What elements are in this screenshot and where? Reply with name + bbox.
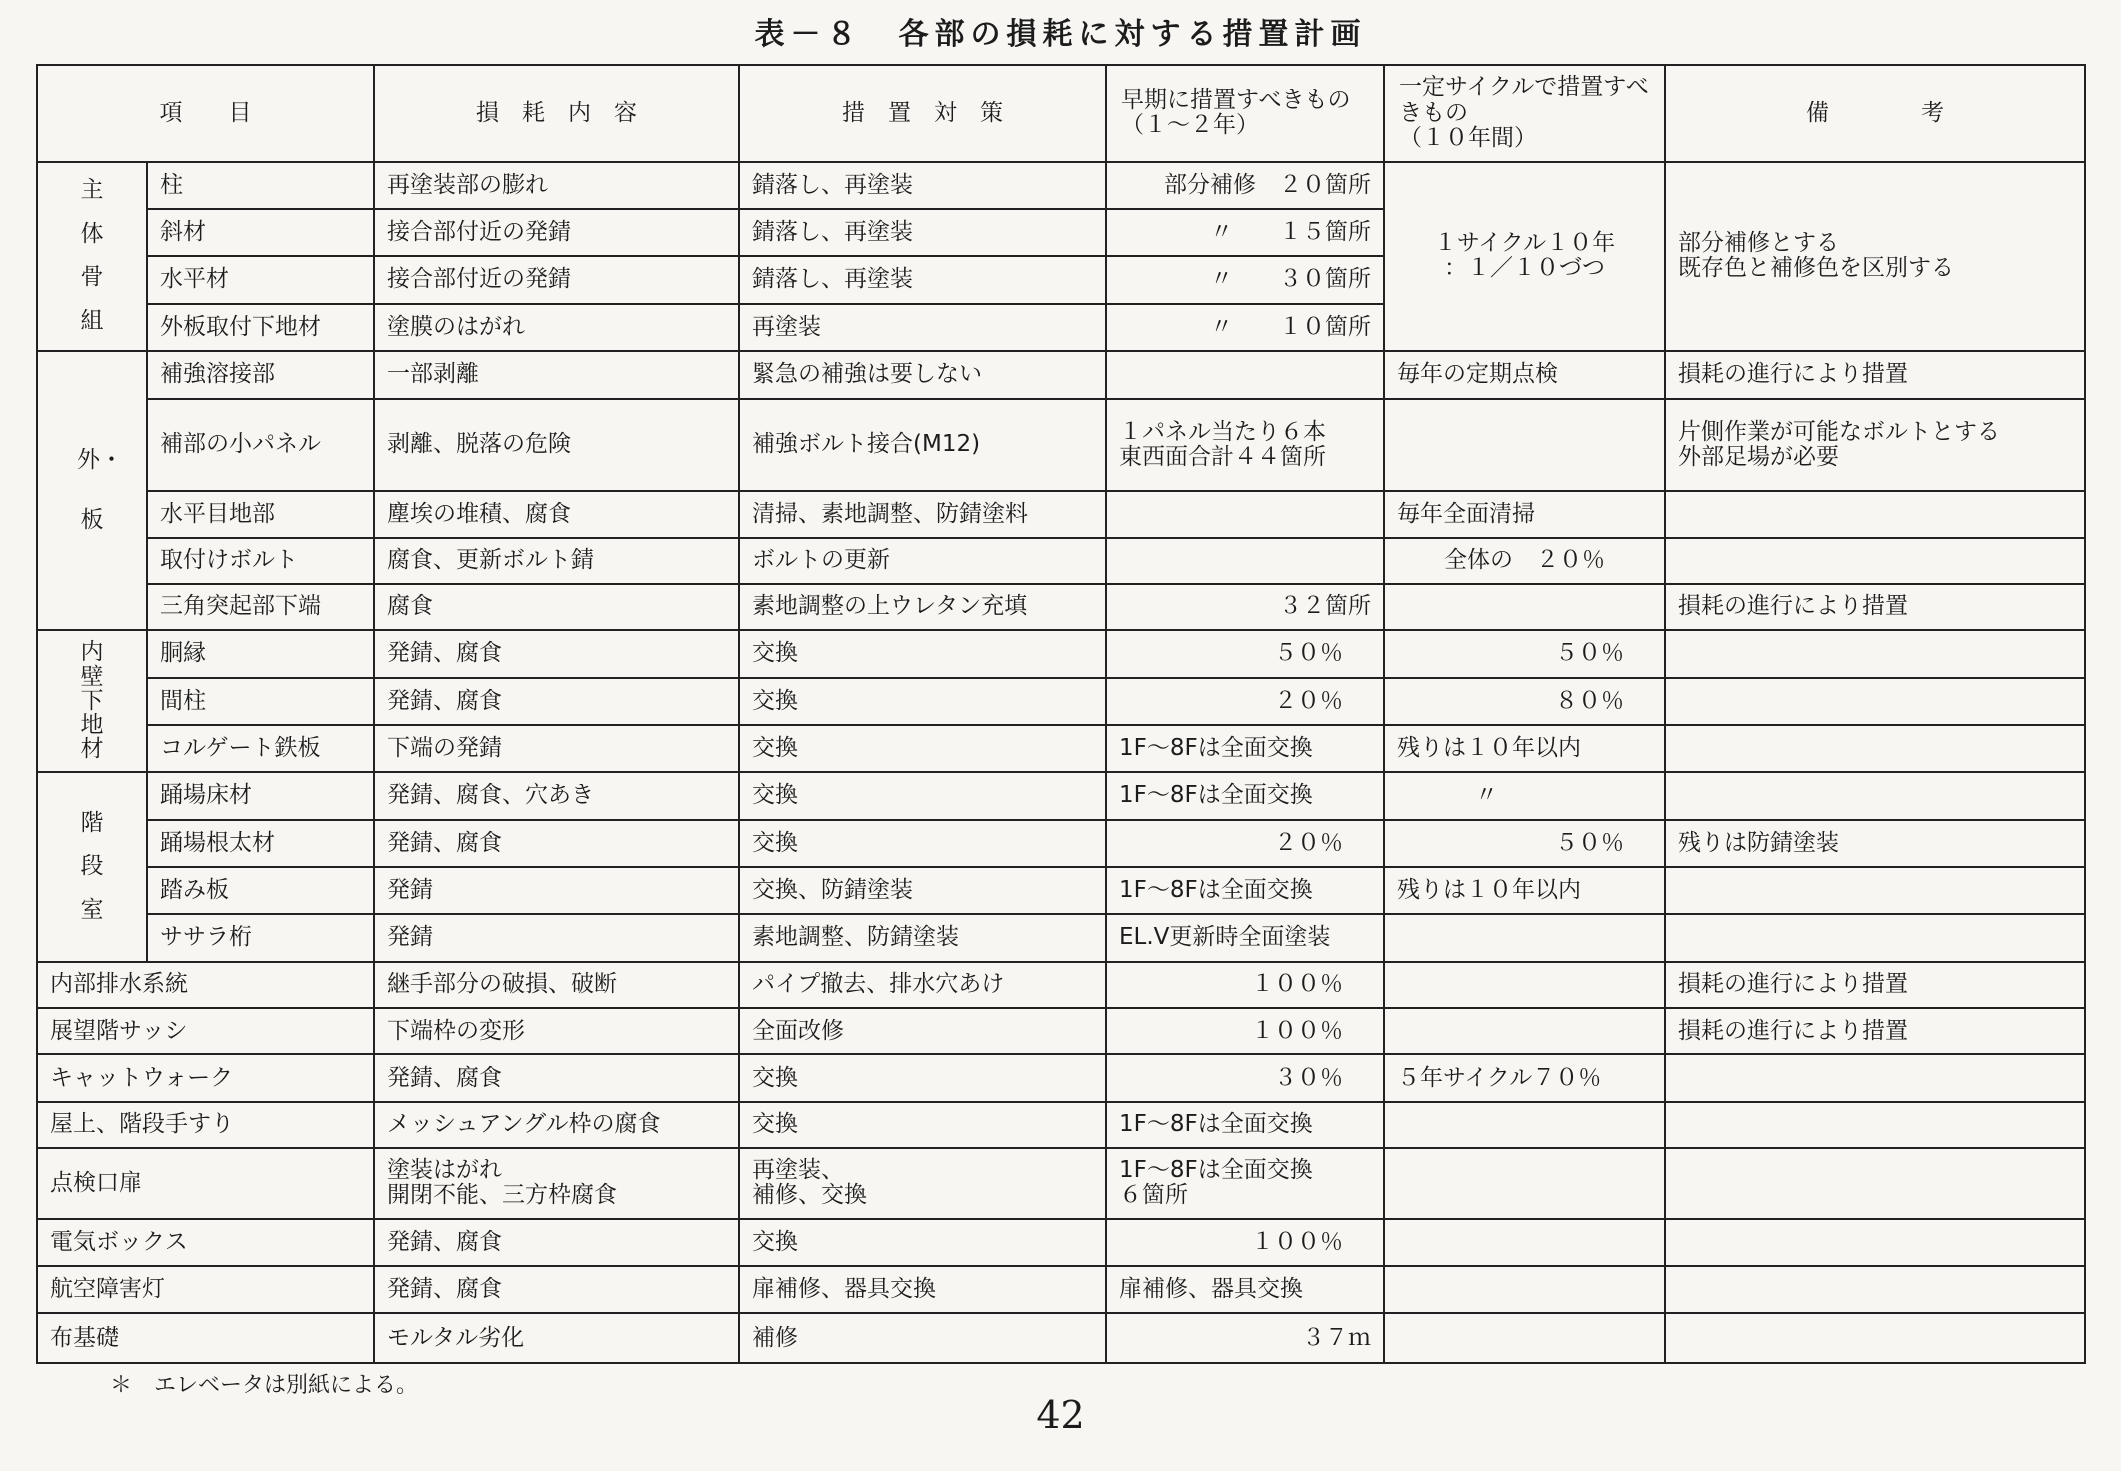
row-early: 1F～8Fは全面交換 [1106,772,1384,819]
row-measure: 錆落し、再塗装 [739,162,1106,209]
table-row [37,1148,2085,1219]
row-damage: 塵埃の堆積、腐食 [374,491,739,537]
table-row [37,351,2085,398]
row-remarks [1665,914,2085,961]
row-item: 電気ボックス [37,1219,374,1266]
row-early: ３７ｍ [1106,1313,1384,1363]
row-cycle [1384,962,1665,1008]
row-cycle: ５年サイクル７０％ [1384,1054,1665,1101]
header-damage: 損 耗 内 容 [374,65,739,162]
row-early: 1F～8Fは全面交換 [1106,1102,1384,1148]
row-damage: 発錆、腐食 [374,1054,739,1101]
header-measure: 措 置 対 策 [739,65,1106,162]
row-damage: メッシュアングル枠の腐食 [374,1102,739,1148]
row-item: 水平目地部 [147,491,374,537]
header-remarks: 備 考 [1665,65,2085,162]
row-item: ササラ桁 [147,914,374,961]
row-item: 補部の小パネル [147,399,374,492]
header-early-label: 早期に措置すべきもの [1121,87,1351,114]
row-item: 点検口扉 [37,1148,374,1219]
table-row [37,772,2085,819]
row-item: 取付けボルト [147,538,374,584]
row-item: 展望階サッシ [37,1008,374,1054]
row-item: 踊場床材 [147,772,374,819]
row-cycle: 全体の ２０％ [1384,538,1665,584]
table-row [37,867,2085,914]
table-row [37,1102,2085,1148]
row-item: 水平材 [147,256,374,303]
table-row [37,725,2085,772]
row-damage: 発錆、腐食、穴あき [374,772,739,819]
row-item: 踊場根太材 [147,820,374,867]
row-measure: 交換 [739,1054,1106,1101]
row-early: 部分補修 ２０箇所 [1106,162,1384,209]
row-item: 間柱 [147,678,374,725]
row-cycle: 残りは１０年以内 [1384,725,1665,772]
row-early: ５０％ [1106,630,1384,677]
row-damage: 接合部付近の発錆 [374,209,739,256]
group-stair-room: 階段室 [37,772,147,961]
row-item: キャットウォーク [37,1054,374,1101]
row-cycle [1384,1008,1665,1054]
row-remarks: 損耗の進行により措置 [1665,584,2085,630]
row-measure: 補強ボルト接合(M12) [739,399,1106,492]
maintenance-plan-table [36,64,2086,1364]
row-measure: 緊急の補強は要しない [739,351,1106,398]
row-damage: 発錆、腐食 [374,630,739,677]
header-early-sub: （１～２年） [1121,112,1259,139]
row-cycle [1384,1313,1665,1363]
table-row [37,1313,2085,1363]
row-early: 〃 １０箇所 [1106,304,1384,351]
row-early: ３２箇所 [1106,584,1384,630]
row-remarks [1665,772,2085,819]
row-cycle [1384,914,1665,961]
table-row [37,914,2085,961]
row-early [1106,491,1384,537]
row-remarks [1665,1054,2085,1101]
header-item: 項 目 [37,65,374,162]
row-damage: 発錆 [374,914,739,961]
row-cycle [1384,1102,1665,1148]
row-measure: 交換 [739,678,1106,725]
row-damage: 腐食、更新ボルト錆 [374,538,739,584]
row-item: 布基礎 [37,1313,374,1363]
row-early: １００％ [1106,1219,1384,1266]
table-row [37,399,2085,492]
row-measure: 交換 [739,725,1106,772]
row-damage: 塗装はがれ 開閉不能、三方枠腐食 [374,1148,739,1219]
row-early: 〃 ３０箇所 [1106,256,1384,303]
row-damage: 剥離、脱落の危険 [374,399,739,492]
row-remarks [1665,725,2085,772]
row-measure: 全面改修 [739,1008,1106,1054]
row-cycle [1384,399,1665,492]
row-damage: 発錆、腐食 [374,678,739,725]
header-early [1106,65,1384,162]
row-early: 扉補修、器具交換 [1106,1266,1384,1313]
footnote: ＊ エレベータは別紙による。 [110,1373,419,1398]
row-cycle [1384,1148,1665,1219]
row-remarks: 損耗の進行により措置 [1665,962,2085,1008]
row-measure: 錆落し、再塗装 [739,256,1106,303]
row-cycle: 毎年全面清掃 [1384,491,1665,537]
row-measure: 交換、防錆塗装 [739,867,1106,914]
row-cycle: 〃 [1384,772,1665,819]
row-damage: 継手部分の破損、破断 [374,962,739,1008]
row-measure: 交換 [739,772,1106,819]
row-cycle: 残りは１０年以内 [1384,867,1665,914]
row-item: 屋上、階段手すり [37,1102,374,1148]
row-early: 1F～8Fは全面交換 [1106,867,1384,914]
row-cycle [1384,1219,1665,1266]
row-remarks [1665,538,2085,584]
page-title: 表－８ 各部の損耗に対する措置計画 [754,17,1367,52]
row-remarks [1665,1313,2085,1363]
table-row [37,162,2085,209]
row-item: 胴縁 [147,630,374,677]
row-remarks [1665,491,2085,537]
table-row [37,630,2085,677]
row-early [1106,538,1384,584]
header-cycle-sub: （１０年間） [1399,125,1537,152]
group-main-frame: 主体骨組 [37,162,147,351]
row-measure: 交換 [739,1219,1106,1266]
row-early: １００％ [1106,1008,1384,1054]
row-remarks: 片側作業が可能なボルトとする 外部足場が必要 [1665,399,2085,492]
row-measure: 再塗装 [739,304,1106,351]
row-measure: 交換 [739,1102,1106,1148]
row-item: 内部排水系統 [37,962,374,1008]
table-row [37,1008,2085,1054]
row-remarks: 損耗の進行により措置 [1665,351,2085,398]
row-remarks [1665,1266,2085,1313]
row-measure: 交換 [739,630,1106,677]
row-measure: 錆落し、再塗装 [739,209,1106,256]
table-header-row [37,65,2085,162]
row-cycle: ５０％ [1384,630,1665,677]
row-item: コルゲート鉄板 [147,725,374,772]
main-frame-cycle: １サイクル１０年 ：１／１０づつ [1384,162,1665,351]
row-remarks [1665,678,2085,725]
row-measure: ボルトの更新 [739,538,1106,584]
row-early [1106,351,1384,398]
header-cycle-label: 一定サイクルで措置すべきもの [1399,74,1649,126]
table-row [37,678,2085,725]
table-row [37,491,2085,537]
row-remarks [1665,1219,2085,1266]
row-damage: 下端枠の変形 [374,1008,739,1054]
row-early: １００％ [1106,962,1384,1008]
row-early: EL.V更新時全面塗装 [1106,914,1384,961]
table-row [37,820,2085,867]
row-item: 柱 [147,162,374,209]
row-damage: 下端の発錆 [374,725,739,772]
row-early: ２０％ [1106,820,1384,867]
table-row [37,962,2085,1008]
row-item: 三角突起部下端 [147,584,374,630]
row-remarks [1665,630,2085,677]
row-remarks: 損耗の進行により措置 [1665,1008,2085,1054]
row-damage: 発錆、腐食 [374,1266,739,1313]
row-measure: パイプ撤去、排水穴あけ [739,962,1106,1008]
row-early: 〃 １５箇所 [1106,209,1384,256]
row-damage: 一部剥離 [374,351,739,398]
row-remarks [1665,1148,2085,1219]
row-damage: 発錆、腐食 [374,820,739,867]
table-row [37,538,2085,584]
table-row [37,1219,2085,1266]
row-cycle: ８０％ [1384,678,1665,725]
row-remarks [1665,1102,2085,1148]
row-damage: 腐食 [374,584,739,630]
row-measure: 素地調整、防錆塗装 [739,914,1106,961]
row-measure: 再塗装、 補修、交換 [739,1148,1106,1219]
row-cycle [1384,584,1665,630]
row-remarks [1665,867,2085,914]
row-measure: 清掃、素地調整、防錆塗料 [739,491,1106,537]
row-item: 航空障害灯 [37,1266,374,1313]
table-row [37,1054,2085,1101]
header-cycle [1384,65,1665,162]
row-item: 補強溶接部 [147,351,374,398]
row-measure: 補修 [739,1313,1106,1363]
row-early: ２０％ [1106,678,1384,725]
main-frame-remarks: 部分補修とする 既存色と補修色を区別する [1665,162,2085,351]
row-measure: 素地調整の上ウレタン充填 [739,584,1106,630]
row-damage: 塗膜のはがれ [374,304,739,351]
row-damage: 接合部付近の発錆 [374,256,739,303]
row-item: 踏み板 [147,867,374,914]
row-remarks: 残りは防錆塗装 [1665,820,2085,867]
row-damage: 再塗装部の膨れ [374,162,739,209]
row-measure: 交換 [739,820,1106,867]
row-cycle: ５０％ [1384,820,1665,867]
group-outer-panel: 外・板 [37,351,147,630]
row-cycle: 毎年の定期点検 [1384,351,1665,398]
row-early: ３０％ [1106,1054,1384,1101]
group-inner-wall: 内壁下地材 [37,630,147,772]
row-damage: 発錆、腐食 [374,1219,739,1266]
row-early: １パネル当たり６本 東西面合計４４箇所 [1106,399,1384,492]
row-damage: 発錆 [374,867,739,914]
page-number: 42 [1036,1393,1085,1437]
row-item: 斜材 [147,209,374,256]
row-measure: 扉補修、器具交換 [739,1266,1106,1313]
table-row [37,584,2085,630]
row-early: 1F～8Fは全面交換 ６箇所 [1106,1148,1384,1219]
row-early: 1F～8Fは全面交換 [1106,725,1384,772]
row-damage: モルタル劣化 [374,1313,739,1363]
table-row [37,1266,2085,1313]
row-cycle [1384,1266,1665,1313]
row-item: 外板取付下地材 [147,304,374,351]
